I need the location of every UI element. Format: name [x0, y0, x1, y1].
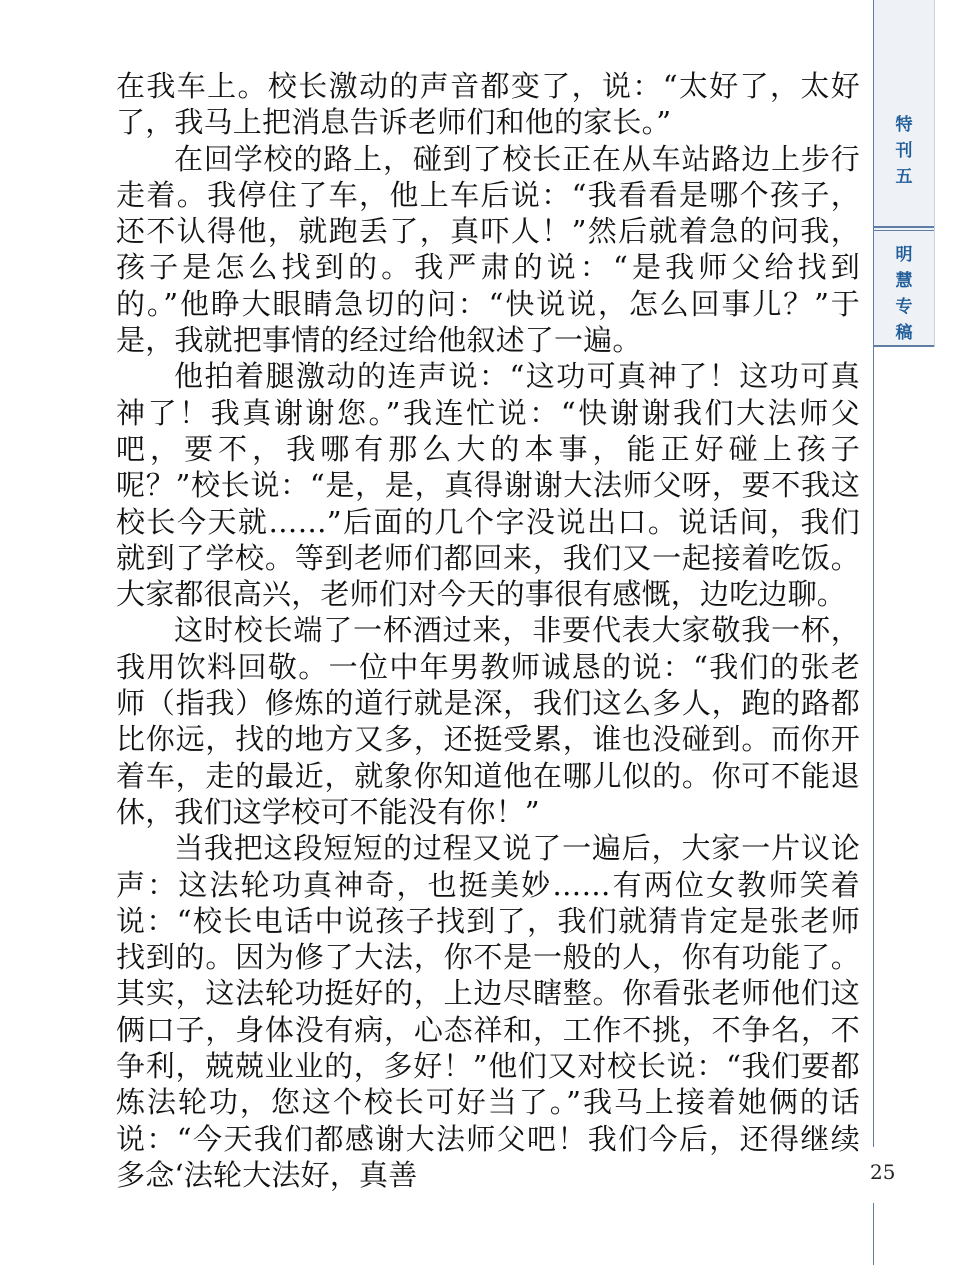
column-char-4: 稿 [895, 323, 913, 343]
section-char-1: 特 [895, 115, 913, 135]
paragraph-1: 在我车上。校长激动的声音都变了，说：“太好了，太好了，我马上把消息告诉老师们和他的家长。” [116, 69, 860, 140]
article-body [116, 68, 860, 1193]
section-label [874, 108, 934, 194]
paragraph-5: 当我把这段短短的过程又说了一遍后，大家一片议论声：这法轮功真神奇，也挺美妙……有两位女教师笑着说：“校长电话中说孩子找到了，我们就猜肯定是张老师找到的。因为修了大法，你不是一般的人，你有功能了。其实，这法轮功挺好的，上边尽瞎整。你看张老师他们这俩口子，身体没有病，心态祥和，工作不挑，不争名，不争利，兢兢业业的，多好！”他们又对校长说：“我们要都炼法轮功，您这个校长可好当了。”我马上接着她俩的话说：“今天我们都感谢大法师父吧！我们今后，还得继续多念‘法轮大法好，真善 [116, 831, 860, 1192]
tab-divider [874, 230, 934, 231]
column-char-1: 明 [895, 245, 913, 265]
paragraph-3: 他拍着腿激动的连声说：“这功可真神了！这功可真神了！我真谢谢您。”我连忙说：“快谢谢我们大法师父吧，要不，我哪有那么大的本事，能正好碰上孩子呢？”校长说：“是，是，真得谢谢大法师父呀，要不我这校长今天就……”后面的几个字没说出口。说话间，我们就到了学校。等到老师们都回来，我们又一起接着吃饭。大家都很高兴，老师们对今天的事很有感慨，边吃边聊。 [116, 359, 860, 612]
column-label [874, 246, 934, 342]
column-char-2: 慧 [895, 271, 913, 291]
paragraph-2: 在回学校的路上，碰到了校长正在从车站路边上步行走着。我停住了车，他上车后说：“我看看是哪个孩子，还不认得他，就跑丢了，真吓人！”然后就着急的问我，孩子是怎么找到的。我严肃的说：“是我师父给找到的。”他睁大眼睛急切的问：“快说说，怎么回事儿？”于是，我就把事情的经过给他叙述了一遍。 [116, 141, 860, 358]
column-char-3: 专 [895, 297, 913, 317]
side-section-tab [873, 0, 935, 347]
section-char-3: 五 [895, 167, 913, 187]
tab-divider [874, 345, 934, 347]
page-number: 25 [870, 1160, 896, 1184]
margin-rule [873, 347, 874, 1147]
tab-divider [874, 226, 934, 228]
section-char-2: 刊 [895, 141, 913, 161]
paragraph-4: 这时校长端了一杯酒过来，非要代表大家敬我一杯，我用饮料回敬。一位中年男教师诚恳的说：“我们的张老师（指我）修炼的道行就是深，我们这么多人，跑的路都比你远，找的地方又多，还挺受累，谁也没碰到。而你开着车，走的最近，就象你知道他在哪儿似的。你可不能退休，我们这学校可不能没有你！” [116, 613, 860, 829]
margin-rule [873, 1203, 874, 1265]
